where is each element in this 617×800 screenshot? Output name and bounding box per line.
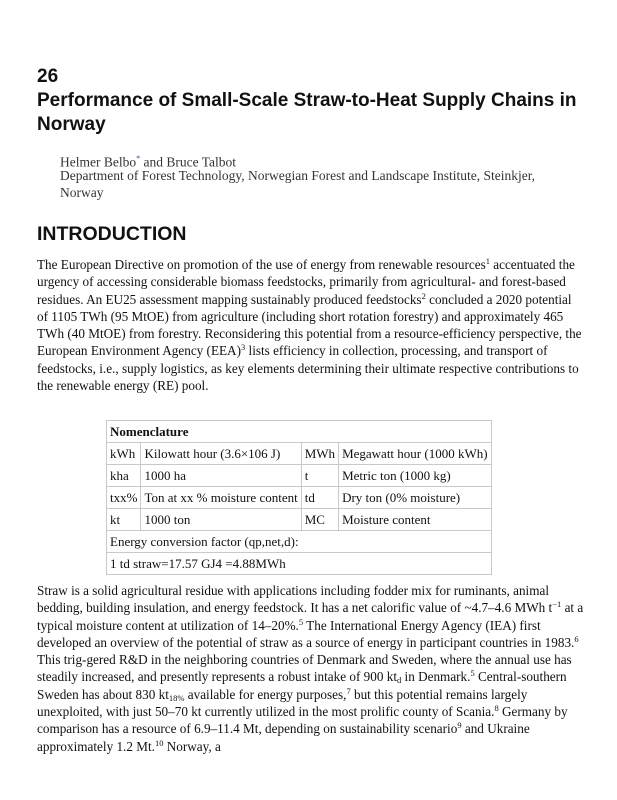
table-row bbox=[107, 487, 492, 509]
table-cell: Moisture content bbox=[339, 509, 492, 531]
text-run: Norway, a bbox=[163, 738, 221, 754]
table-cell: Kilowatt hour (3.6×106 J) bbox=[141, 443, 301, 465]
table-row bbox=[107, 421, 492, 443]
text-run: Germany by comparison has a resource of 6.9–11.4 Mt, depending on sustainability scenario bbox=[37, 704, 568, 737]
table-cell: 1000 ha bbox=[141, 465, 301, 487]
conversion-label: Energy conversion factor (qp,net,d): bbox=[107, 531, 492, 553]
table-cell: Ton at xx % moisture content bbox=[141, 487, 301, 509]
table-row bbox=[107, 553, 492, 575]
reference-5: 5 bbox=[298, 616, 304, 627]
reference-9: 9 bbox=[457, 720, 462, 731]
nomenclature-table bbox=[106, 420, 492, 575]
subscript: d bbox=[396, 675, 402, 686]
table-cell: txx% bbox=[107, 487, 141, 509]
text-run: available for energy purposes, bbox=[184, 686, 347, 702]
chapter-title: Performance of Small-Scale Straw-to-Heat Supply Chains in Norway bbox=[37, 90, 577, 135]
introduction-heading: INTRODUCTION bbox=[37, 223, 187, 245]
table-cell: Dry ton (0% moisture) bbox=[339, 487, 492, 509]
table-cell: kWh bbox=[107, 443, 141, 465]
table-cell: t bbox=[301, 465, 338, 487]
corresponding-author-link[interactable]: * bbox=[136, 154, 141, 163]
text-run: accentuated the urgency of accessing considerable biomass feedstocks, primarily from agricultural- and forest-based residues. An EU25 assessment mapping sustainably produced feedstocks bbox=[37, 257, 575, 307]
reference-3: 3 bbox=[240, 342, 246, 353]
text-run: The European Directive on promotion of the use of energy from renewable resources bbox=[37, 257, 486, 272]
text-run: This trig-gered R&D in the neighboring countries of Denmark and Sweden, where the annual use has steadily increased, and presently represents a robust intake of 900 kt bbox=[37, 652, 572, 685]
reference-6: 6 bbox=[574, 633, 579, 644]
reference-5: 5 bbox=[470, 668, 475, 679]
text-run: Straw is a solid agricultural residue with applications including fodder mix for ruminants, animal bedding, building insulation, and energy feedstock. It has a net calorific value of ~4.7–4.6 MWh t bbox=[37, 583, 553, 616]
second-author: and Bruce Talbot bbox=[140, 154, 237, 170]
reference-8: 8 bbox=[494, 703, 499, 714]
table-cell: Metric ton (1000 kg) bbox=[339, 465, 492, 487]
table-cell: kt bbox=[107, 509, 141, 531]
text-run: at a typical moisture content at utilization of 14–20%. bbox=[37, 600, 584, 633]
reference-7: 7 bbox=[346, 685, 351, 696]
nomenclature-title: Nomenclature bbox=[107, 421, 492, 443]
table-cell: td bbox=[301, 487, 338, 509]
table-row bbox=[107, 465, 492, 487]
reference-10: 10 bbox=[154, 737, 164, 748]
table-cell: MWh bbox=[301, 443, 338, 465]
text-run: lists efficiency in collection, processing, and transport of feedstocks, i.e., supply logistics, as key elements determining their ultimate respective contributions to the renewable energy (RE) pool. bbox=[37, 343, 579, 394]
table-cell: Megawatt hour (1000 kWh) bbox=[339, 443, 492, 465]
text-run: concluded a 2020 potential of 1105 TWh (95 MtOE) from agriculture (including short rotation forestry) and approximately 465 TWh (40 MtOE) from forestry. Reconsidering this potential from a resource-efficiency perspective, the European Environment Agency (EEA) bbox=[37, 291, 582, 359]
text-run: but this potential remains largely unexploited, with just 50–70 kt currently utilized in the most prolific county of Scania. bbox=[37, 686, 528, 720]
intro-paragraph-1 bbox=[37, 256, 583, 394]
table-cell: kha bbox=[107, 465, 141, 487]
reference-1: 1 bbox=[485, 256, 490, 266]
subscript: 18% bbox=[168, 692, 185, 703]
reference-2: 2 bbox=[421, 290, 426, 301]
affiliation: Department of Forest Technology, Norwegian Forest and Landscape Institute, Steinkjer, Norway bbox=[60, 168, 536, 200]
text-run: The International Energy Agency (IEA) first developed an overview of the potential of straw as a source of energy in participant countries in 1983. bbox=[37, 617, 575, 650]
text-run: in Denmark. bbox=[401, 669, 471, 685]
text-run: Central-southern Sweden has about 830 kt bbox=[37, 669, 567, 702]
table-row bbox=[107, 509, 492, 531]
text-run: and Ukraine approximately 1.2 Mt. bbox=[37, 721, 530, 754]
exponent: −1 bbox=[552, 599, 562, 610]
table-row bbox=[107, 443, 492, 465]
intro-paragraph-2 bbox=[37, 582, 584, 755]
first-author: Helmer Belbo bbox=[60, 154, 137, 170]
table-row bbox=[107, 531, 492, 553]
table-cell: MC bbox=[301, 509, 338, 531]
conversion-value: 1 td straw=17.57 GJ4 =4.88MWh bbox=[107, 553, 492, 575]
chapter-number: 26 bbox=[37, 66, 59, 87]
table-cell: 1000 ton bbox=[141, 509, 301, 531]
